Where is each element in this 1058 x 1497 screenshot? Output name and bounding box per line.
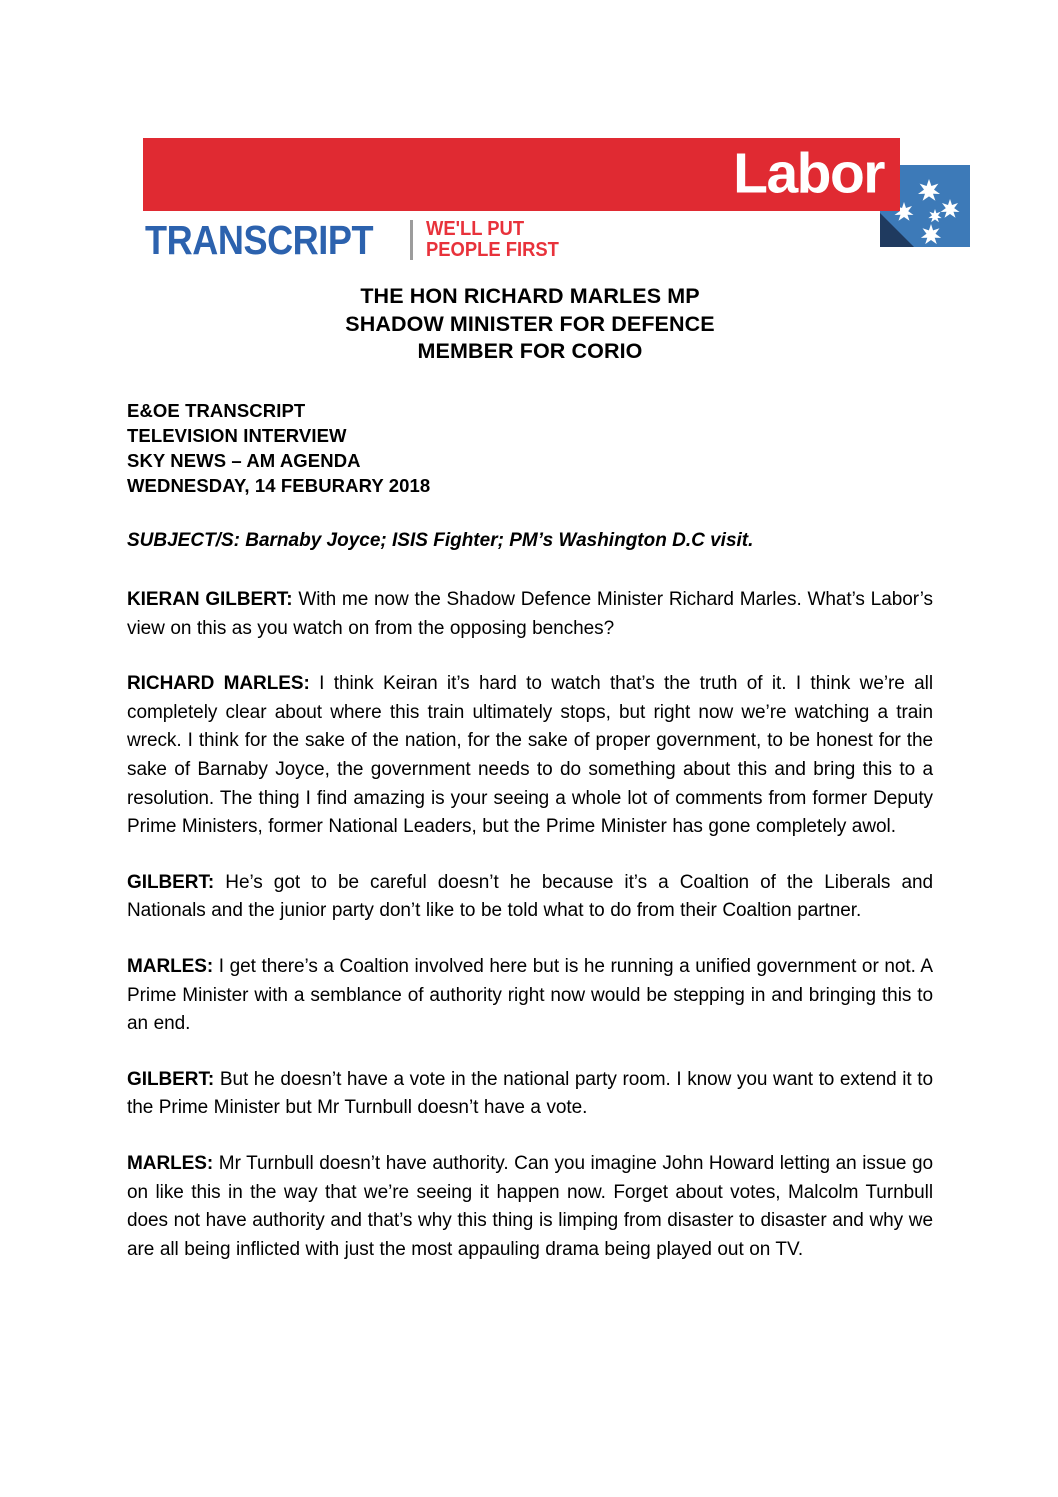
speech-text: Mr Turnbull doesn’t have authority. Can you imagine John Howard letting an issue go on like this in the way that we’re seeing it happen now. Forget about votes, Malcolm Turnbull does not have authority and that’s why this thing is limping from disaster to disaster and why we are all being inflicted with just the most appauling drama being played out on TV. (127, 1152, 933, 1260)
transcript-body (127, 586, 933, 1264)
speaker-label: KIERAN GILBERT: (127, 589, 293, 610)
speaker-label: RICHARD MARLES: (127, 673, 310, 695)
letterhead (143, 138, 1003, 268)
transcript-paragraph (127, 953, 933, 1039)
wordmark-divider (410, 220, 413, 260)
party-tagline (426, 219, 559, 261)
speech-text: I think Keiran it’s hard to watch that’s the truth of it. I think we’re all completely clear about where this train ultimately stops, but right now we’re watching a train wreck. I think for the sake of the nation, for the sake of proper government, to be honest for the sake of Barnaby Joyce, the government needs to do something about this and bring this to a resolution. The thing I find amazing is your seeing a whole lot of comments from former Deputy Prime Ministers, former National Leaders, but the Prime Minister has gone completely awol. (127, 673, 934, 838)
speech-text: He’s got to be careful doesn’t he because it’s a Coaltion of the Liberals and Nationals and the junior party don’t like to be told what to do from their Coaltion partner. (127, 871, 933, 922)
labor-brand-wordmark: Labor (733, 140, 884, 205)
speech-text: But he doesn’t have a vote in the national party room. I know you want to extend it to the Prime Minister but Mr Turnbull doesn’t have a vote. (127, 1068, 933, 1119)
page-title (127, 283, 933, 366)
title-line-2: SHADOW MINISTER FOR DEFENCE (345, 311, 715, 336)
transcript-paragraph (127, 1066, 933, 1123)
speech-text: I get there’s a Coaltion involved here but is he running a unified government or not. A Prime Minister with a semblance of authority right now would be stepping in and bringing this to an end. (127, 955, 933, 1035)
transcript-metadata (127, 398, 933, 498)
tagline-line-1: WE'LL PUT (426, 218, 525, 240)
speaker-label: MARLES: (127, 1152, 214, 1174)
speech-text: With me now the Shadow Defence Minister Richard Marles. What’s Labor’s view on this as you watch on from the opposing benches? (127, 589, 934, 639)
speaker-label: MARLES: (127, 955, 214, 977)
transcript-paragraph (127, 1150, 933, 1264)
meta-transcript-type: E&OE TRANSCRIPT (127, 400, 306, 421)
transcript-wordmark: TRANSCRIPT (145, 217, 374, 263)
subject-line: SUBJECT/S: Barnaby Joyce; ISIS Fighter; PM’s Washington D.C visit. (127, 530, 754, 551)
transcript-paragraph (127, 586, 933, 643)
tagline-line-2: PEOPLE FIRST (426, 239, 560, 261)
transcript-wordmark-row (145, 218, 571, 266)
meta-program: SKY NEWS – AM AGENDA (127, 450, 361, 471)
labor-red-banner (143, 138, 900, 211)
meta-interview-type: TELEVISION INTERVIEW (127, 425, 347, 446)
transcript-paragraph (127, 869, 933, 926)
title-line-3: MEMBER FOR CORIO (417, 339, 643, 363)
speaker-label: GILBERT: (127, 871, 215, 893)
title-line-1: THE HON RICHARD MARLES MP (360, 284, 700, 308)
speaker-label: GILBERT: (127, 1068, 215, 1090)
transcript-paragraph (127, 670, 933, 842)
meta-date: WEDNESDAY, 14 FEBURARY 2018 (127, 475, 431, 496)
